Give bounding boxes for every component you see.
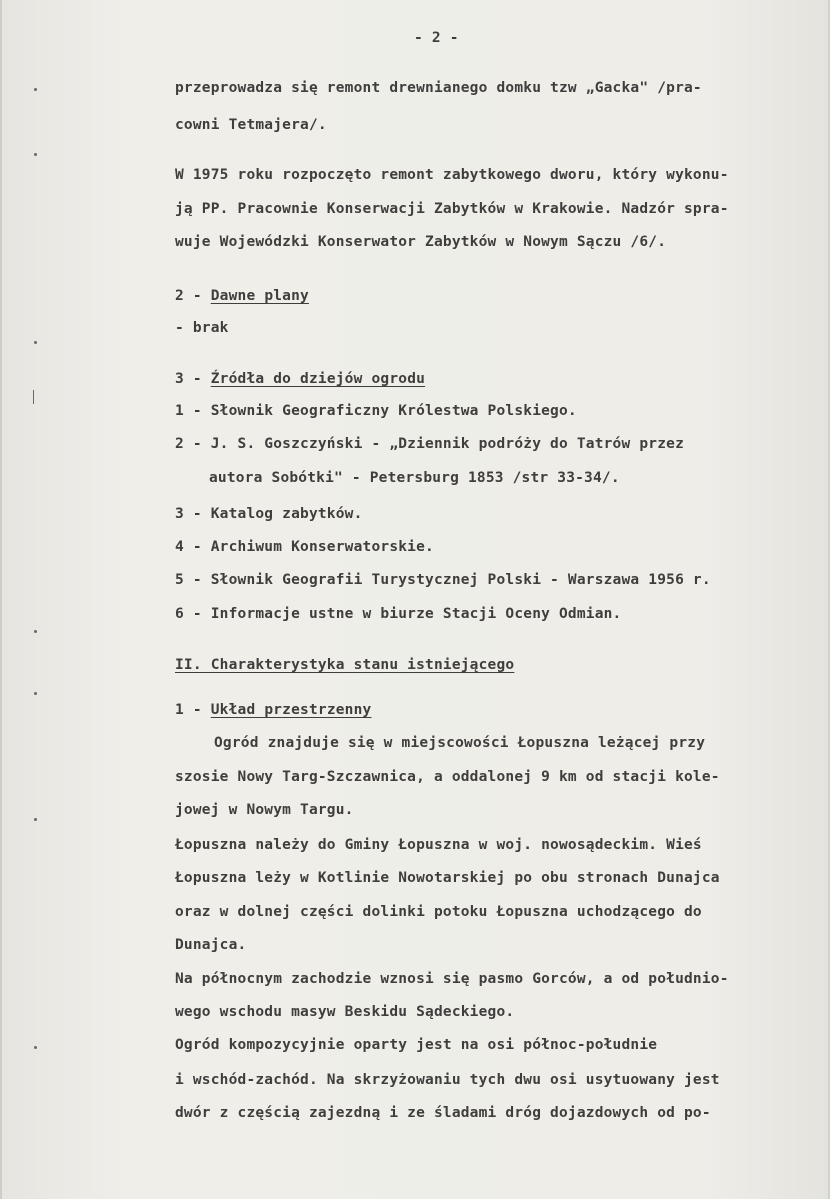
list-item: 3 - Katalog zabytków. [175, 506, 363, 522]
margin-dot [34, 692, 37, 695]
section-title: Dawne plany [210, 288, 309, 304]
list-item: 4 - Archiwum Konserwatorskie. [175, 539, 434, 555]
text-line: wego wschodu masyw Beskidu Sądeckiego. [175, 1004, 515, 1020]
section-number: 1 - [175, 702, 211, 718]
margin-dot [34, 153, 37, 156]
list-item: 5 - Słownik Geografii Turystycznej Polski - Warszawa 1956 r. [175, 572, 711, 588]
list-item: 6 - Informacje ustne w biurze Stacji Oceny Odmian. [175, 606, 622, 622]
section-heading [175, 701, 371, 719]
text-line: Łopuszna należy do Gminy Łopuszna w woj. nowosądeckim. Wieś [175, 837, 702, 853]
text-line: W 1975 roku rozpoczęto remont zabytkowego dworu, który wykonu- [175, 167, 729, 183]
text-line: dwór z częścią zajezdną i ze śladami dróg dojazdowych od po- [175, 1105, 711, 1121]
text-line: przeprowadza się remont drewnianego domku tzw „Gacka" /pra- [175, 80, 702, 96]
margin-dot [34, 630, 37, 633]
margin-dot [34, 341, 37, 344]
text-line: Ogród kompozycyjnie oparty jest na osi północ-południe [175, 1037, 658, 1053]
page-number: - 2 - [414, 30, 459, 46]
text-line: Na północnym zachodzie wznosi się pasmo Gorców, a od południo- [175, 971, 729, 987]
list-item: 1 - Słownik Geograficzny Królestwa Polskiego. [175, 403, 577, 419]
section-title: Układ przestrzenny [210, 702, 372, 718]
list-item-continuation: autora Sobótki" - Petersburg 1853 /str 33-34/. [209, 470, 620, 486]
text-line: Dunajca. [175, 937, 247, 953]
text-line: - brak [175, 320, 229, 336]
text-line: Ogród znajduje się w miejscowości Łopuszna leżącej przy [214, 735, 706, 751]
margin-dot [34, 1046, 37, 1049]
text-line: cowni Tetmajera/. [175, 117, 327, 133]
text-line: jowej w Nowym Targu. [175, 802, 354, 818]
list-item: 2 - J. S. Goszczyński - „Dziennik podróży do Tatrów przez [175, 436, 684, 452]
margin-mark [33, 390, 34, 404]
text-line: ją PP. Pracownie Konserwacji Zabytków w Krakowie. Nadzór spra- [175, 201, 729, 217]
text-line: i wschód-zachód. Na skrzyżowaniu tych dwu osi usytuowany jest [175, 1072, 720, 1088]
margin-dot [34, 818, 37, 821]
margin-dot [34, 88, 37, 91]
chapter-heading: II. Charakterystyka stanu istniejącego [175, 657, 515, 673]
text-line: wuje Wojewódzki Konserwator Zabytków w Nowym Sączu /6/. [175, 234, 667, 250]
text-line: Łopuszna leży w Kotlinie Nowotarskiej po obu stronach Dunajca [175, 870, 720, 886]
section-number: 2 - [175, 288, 211, 304]
section-title: Źródła do dziejów ogrodu [210, 371, 426, 387]
section-number: 3 - [175, 371, 211, 387]
text-line: szosie Nowy Targ-Szczawnica, a oddalonej 9 km od stacji kole- [175, 769, 720, 785]
section-heading [175, 287, 309, 305]
text-line: oraz w dolnej części dolinki potoku Łopuszna uchodzącego do [175, 904, 702, 920]
section-heading [175, 370, 425, 388]
